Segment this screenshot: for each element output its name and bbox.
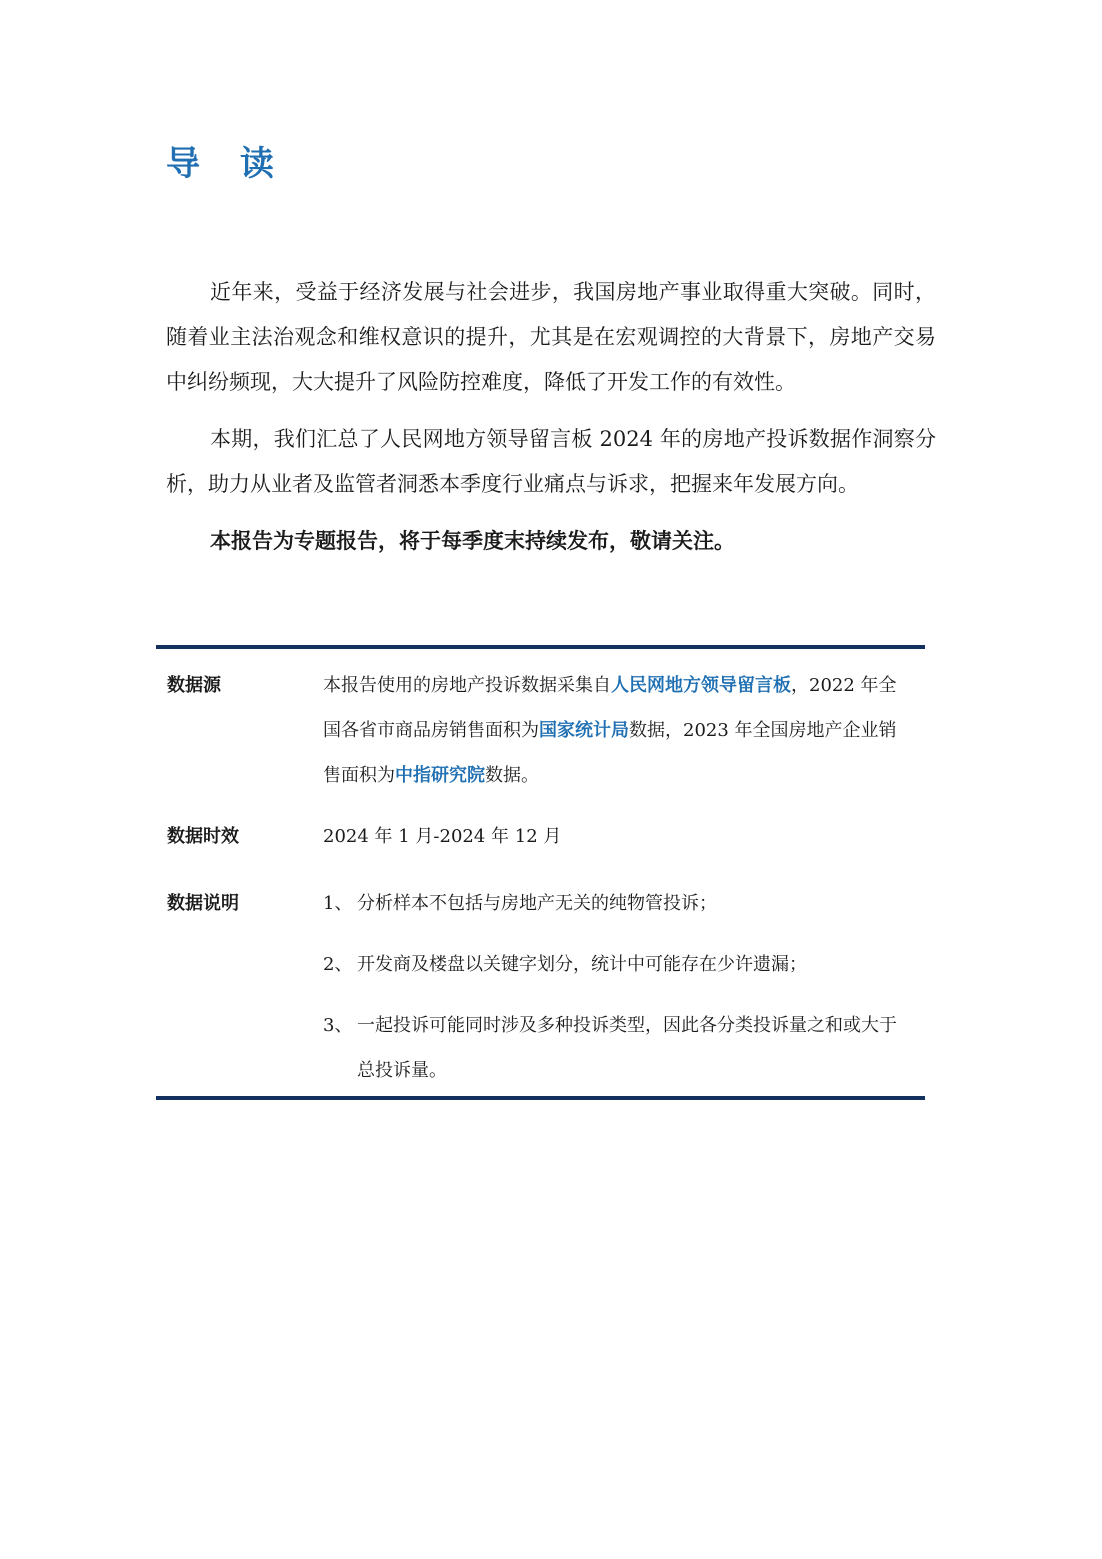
data-notes-row <box>156 881 925 1093</box>
note-number: 3、 <box>323 1015 353 1036</box>
intro-paragraph: 本期，我们汇总了人民网地方领导留言板 2024 年的房地产投诉数据作洞察分析，助力从业者及监管者洞悉本季度行业痛点与诉求，把握来年发展方向。 <box>166 427 936 496</box>
data-notes-list <box>323 881 913 1093</box>
note-item <box>323 1003 913 1093</box>
data-info-box <box>156 645 925 1100</box>
intro-section <box>166 270 936 576</box>
data-period-value: 2024 年 1 月-2024 年 12 月 <box>323 826 562 847</box>
note-text: 开发商及楼盘以关键字划分，统计中可能存在少许遗漏； <box>357 954 807 975</box>
data-period-row <box>156 814 925 859</box>
data-period-label: 数据时效 <box>167 826 239 847</box>
source-text: 本报告使用的房地产投诉数据采集自 <box>323 675 611 696</box>
data-notes-label: 数据说明 <box>167 893 239 914</box>
data-source-label: 数据源 <box>167 675 221 696</box>
data-source-content <box>323 663 913 798</box>
page-title: 导 读 <box>166 144 288 184</box>
source-link-people-daily[interactable]: 人民网地方领导留言板 <box>611 675 791 696</box>
note-item <box>323 942 913 987</box>
source-text: 数据。 <box>485 765 539 786</box>
intro-paragraph: 近年来，受益于经济发展与社会进步，我国房地产事业取得重大突破。同时，随着业主法治观念和维权意识的提升，尤其是在宏观调控的大背景下，房地产交易中纠纷频现，大大提升了风险防控难度，降低了开发工作的有效性。 <box>166 280 936 394</box>
publication-notice: 本报告为专题报告，将于每季度末持续发布，敬请关注。 <box>210 529 735 553</box>
note-item <box>323 881 913 926</box>
note-text: 一起投诉可能同时涉及多种投诉类型，因此各分类投诉量之和或大于总投诉量。 <box>357 1015 897 1081</box>
note-number: 1、 <box>323 893 353 914</box>
data-source-row <box>156 663 925 798</box>
source-text: ，2022 年全国各省市商品房销售面积为 <box>323 675 897 741</box>
source-link-stats-bureau[interactable]: 国家统计局 <box>539 720 629 741</box>
note-text: 分析样本不包括与房地产无关的纯物管投诉； <box>357 893 717 914</box>
note-number: 2、 <box>323 954 353 975</box>
source-text: 数据，2023 年全国房地产企业销售面积为 <box>323 720 897 786</box>
source-link-cih-index[interactable]: 中指研究院 <box>395 765 485 786</box>
